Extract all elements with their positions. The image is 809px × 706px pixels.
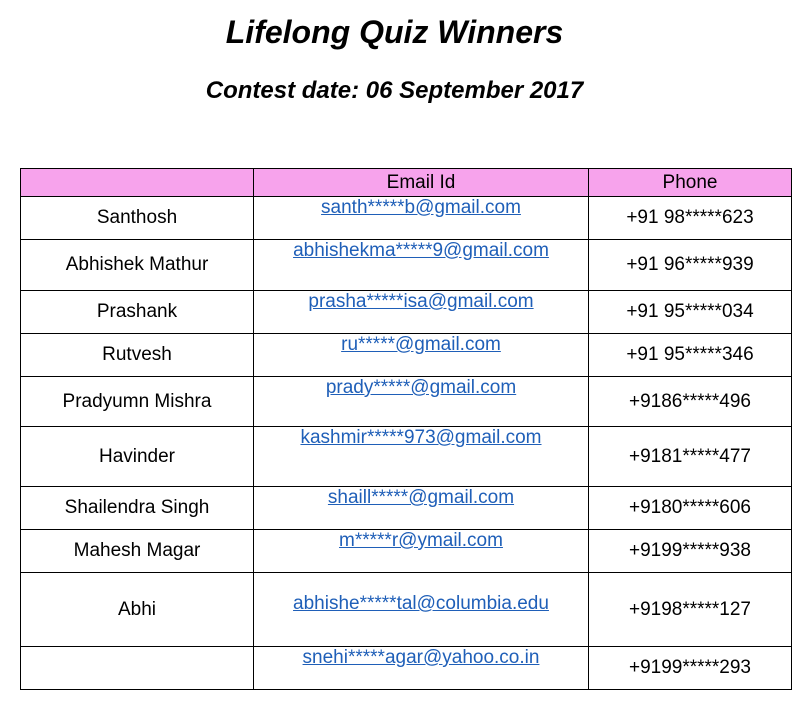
winner-phone: +9199*****293: [589, 647, 792, 690]
winner-phone: +91 98*****623: [589, 197, 792, 240]
page-title: Lifelong Quiz Winners: [225, 14, 564, 50]
email-link[interactable]: m*****r@ymail.com: [339, 530, 503, 551]
winner-name: Pradyumn Mishra: [21, 377, 254, 427]
winner-email-cell: [254, 573, 589, 647]
email-link[interactable]: prasha*****isa@gmail.com: [308, 291, 534, 312]
winner-phone: +9199*****938: [589, 530, 792, 573]
winner-name: Abhi: [21, 573, 254, 647]
winner-email-cell: [254, 530, 589, 573]
table-row: [21, 240, 792, 291]
email-link[interactable]: snehi*****agar@yahoo.co.in: [302, 647, 540, 668]
winner-phone: +9186*****496: [589, 377, 792, 427]
winner-name: Abhishek Mathur: [21, 240, 254, 291]
winner-name: Rutvesh: [21, 334, 254, 377]
table-header-row: [21, 169, 792, 197]
winner-name: [21, 647, 254, 690]
table-row: [21, 487, 792, 530]
email-link[interactable]: abhishekma*****9@gmail.com: [293, 240, 549, 261]
winner-phone: +9181*****477: [589, 427, 792, 487]
winner-email-cell: [254, 487, 589, 530]
table-row: [21, 647, 792, 690]
email-link[interactable]: santh*****b@gmail.com: [321, 197, 521, 218]
winner-email-cell: [254, 197, 589, 240]
winner-name: Shailendra Singh: [21, 487, 254, 530]
winner-email-cell: [254, 240, 589, 291]
winner-phone: +9198*****127: [589, 573, 792, 647]
winner-email-cell: [254, 291, 589, 334]
email-link[interactable]: shaill*****@gmail.com: [327, 487, 515, 508]
winner-phone: +9180*****606: [589, 487, 792, 530]
header-email: Email Id: [254, 169, 589, 197]
winners-table: [20, 168, 792, 690]
table-row: [21, 291, 792, 334]
winner-email-cell: [254, 334, 589, 377]
winner-name: Prashank: [21, 291, 254, 334]
winner-phone: +91 95*****346: [589, 334, 792, 377]
email-link[interactable]: abhishe*****tal@columbia.edu: [293, 593, 549, 614]
winner-name: Mahesh Magar: [21, 530, 254, 573]
winner-phone: +91 96*****939: [589, 240, 792, 291]
winner-email-cell: [254, 377, 589, 427]
header-name: [21, 169, 254, 197]
table-row: [21, 334, 792, 377]
winner-name: Santhosh: [21, 197, 254, 240]
table-row: [21, 427, 792, 487]
table-row: [21, 573, 792, 647]
header-phone: Phone: [589, 169, 792, 197]
winner-name: Havinder: [21, 427, 254, 487]
winner-email-cell: [254, 647, 589, 690]
winner-email-cell: [254, 427, 589, 487]
email-link[interactable]: prady*****@gmail.com: [325, 377, 517, 398]
winner-phone: +91 95*****034: [589, 291, 792, 334]
email-link[interactable]: kashmir*****973@gmail.com: [300, 427, 542, 448]
table-row: [21, 197, 792, 240]
table-row: [21, 377, 792, 427]
table-row: [21, 530, 792, 573]
contest-date: Contest date: 06 September 2017: [205, 77, 584, 104]
email-link[interactable]: ru*****@gmail.com: [341, 334, 501, 355]
